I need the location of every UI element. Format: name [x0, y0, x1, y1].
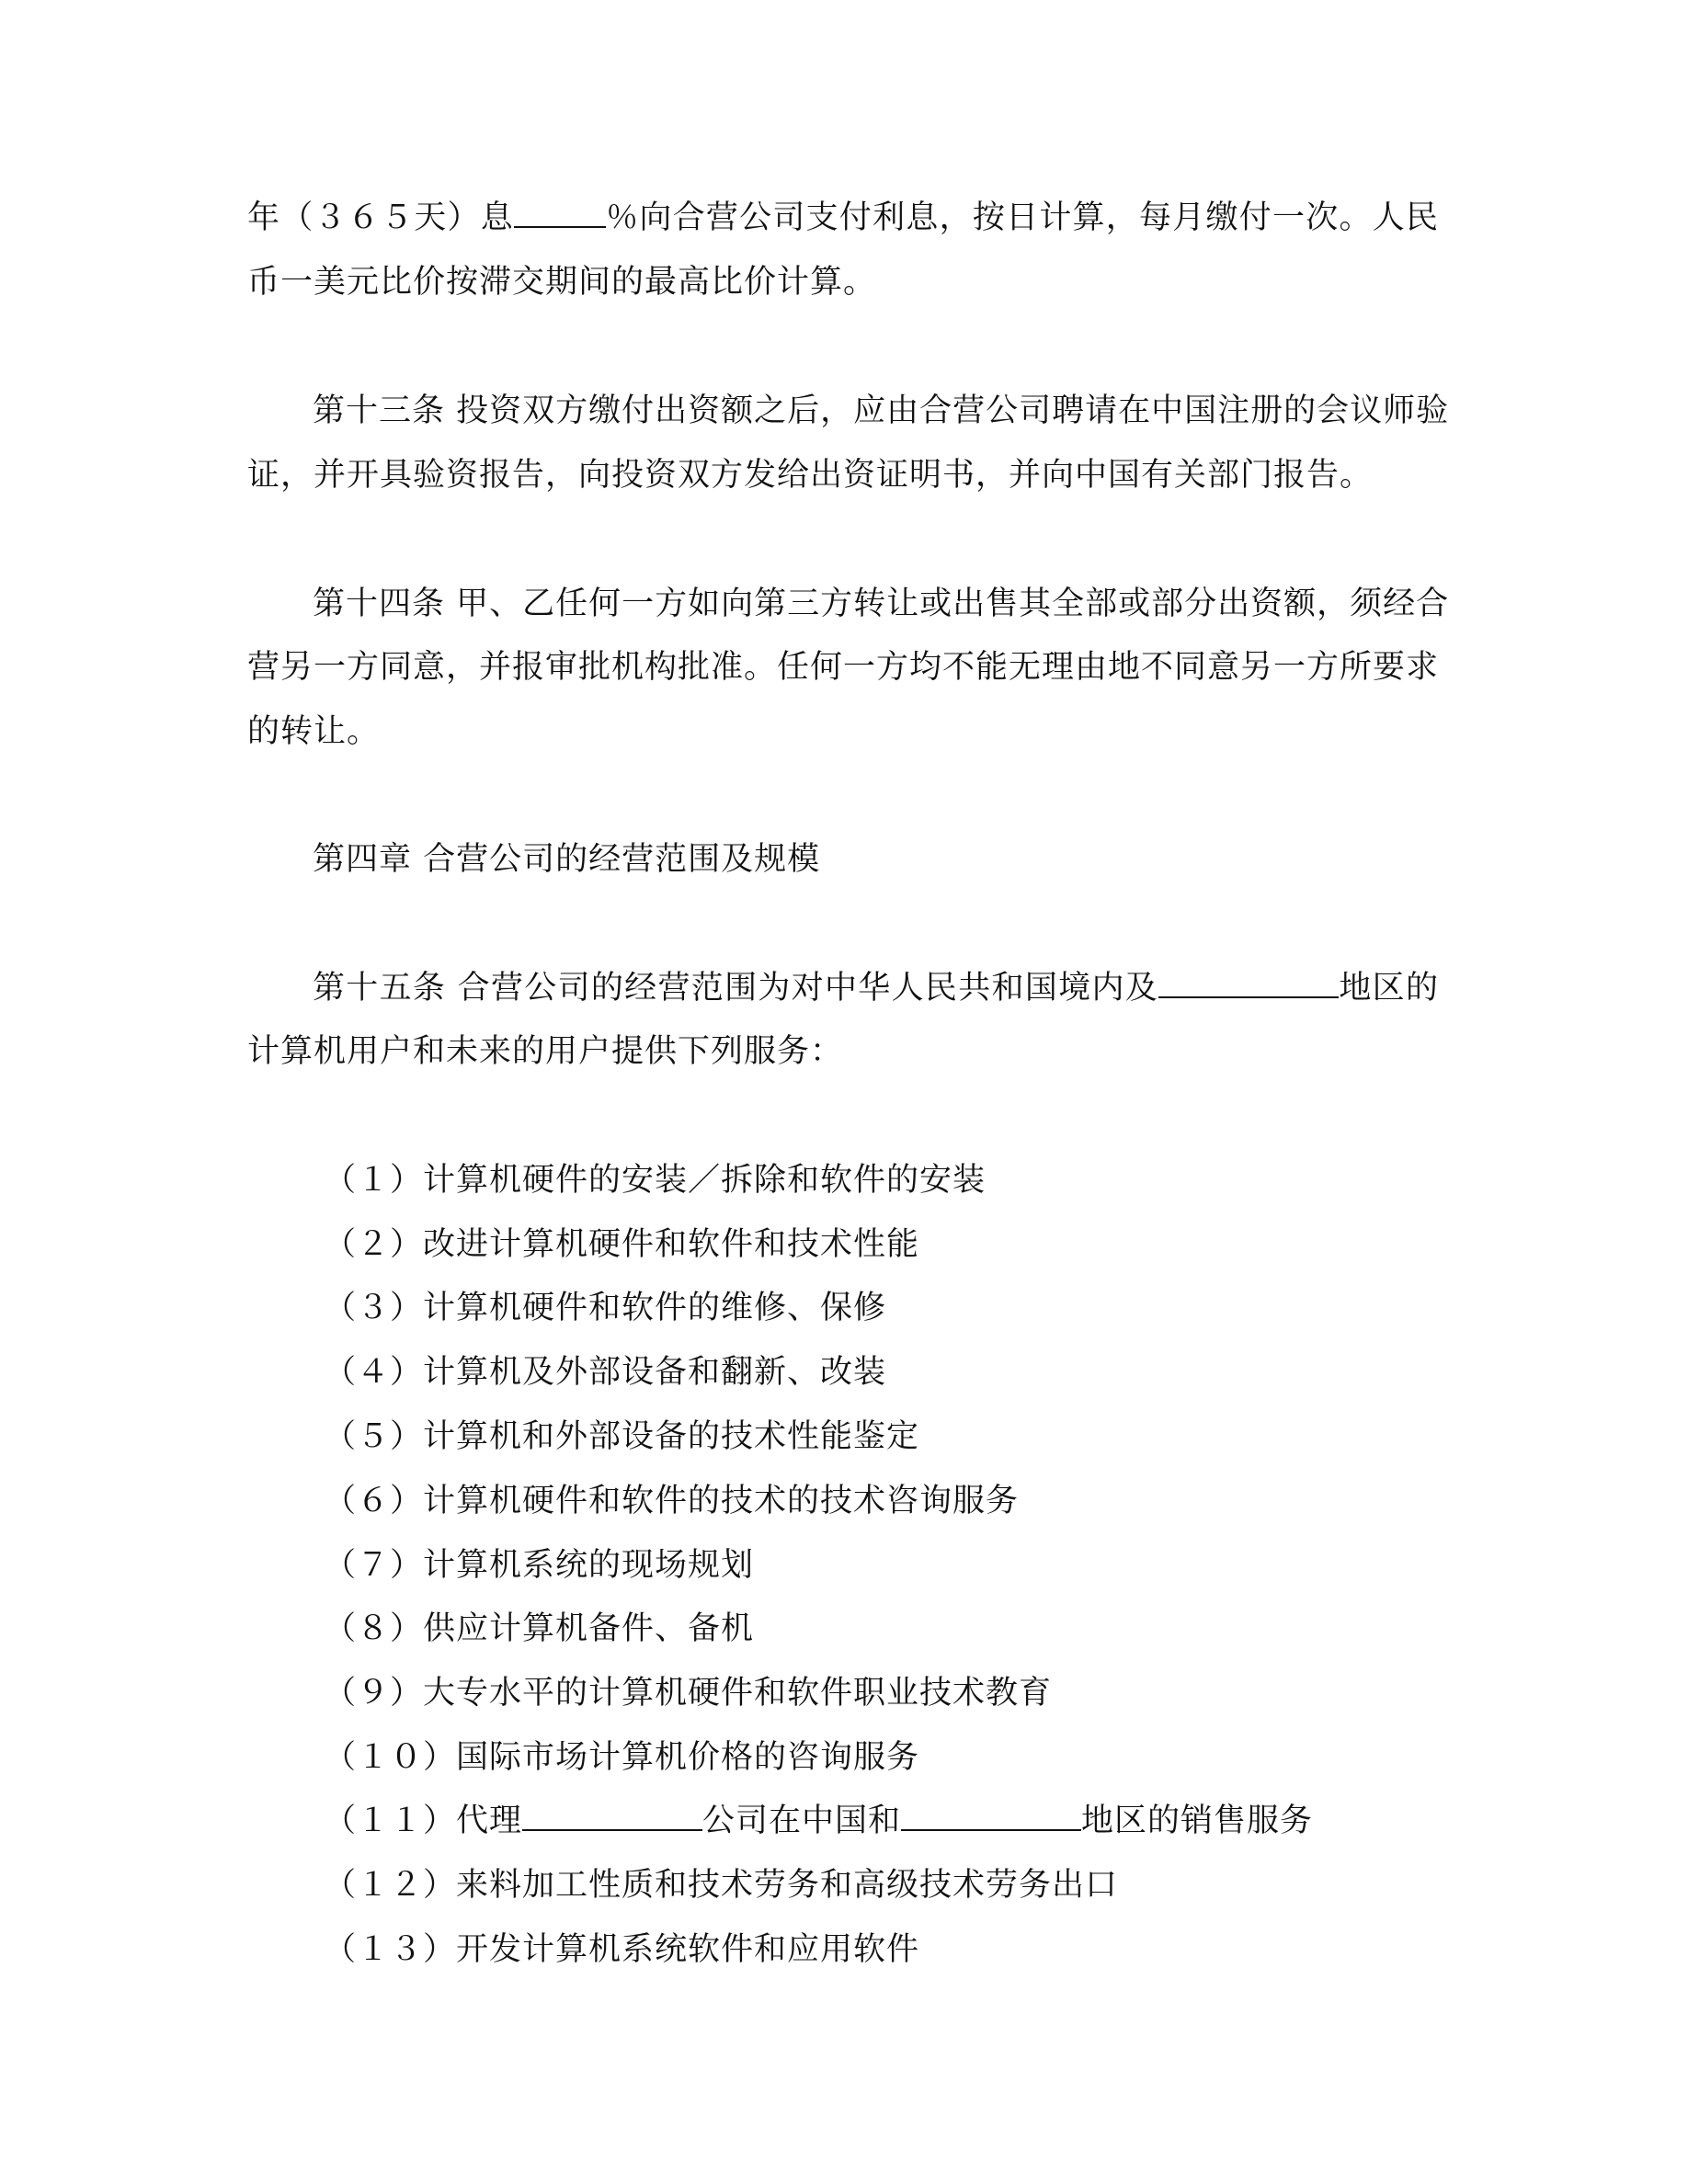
service-item-4: （４）计算机及外部设备和翻新、改装	[324, 1354, 887, 1391]
service-item-7: （７）计算机系统的现场规划	[324, 1547, 755, 1584]
interest-text-part-2: ％向合营公司支付利息，按日计算，每月缴付一次。人民	[605, 199, 1439, 236]
article-14-line-3: 的转让。	[247, 713, 381, 750]
service-item-13: （１３）开发计算机系统软件和应用软件	[324, 1931, 920, 1968]
service-item-10: （１０）国际市场计算机价格的咨询服务	[324, 1739, 920, 1776]
article-15-line-1	[313, 967, 1439, 1009]
service-item-11-part-3: 地区的销售服务	[1081, 1803, 1314, 1839]
service-item-9: （９）大专水平的计算机硬件和软件职业技术教育	[324, 1675, 1053, 1712]
region-blank	[1158, 969, 1339, 998]
service-item-1: （１）计算机硬件的安装／拆除和软件的安装	[324, 1162, 987, 1199]
service-item-2: （２）改进计算机硬件和软件和技术性能	[324, 1226, 920, 1263]
interest-paragraph-line-1	[247, 197, 1439, 239]
interest-text-part-1: 年（３６５天）息	[247, 199, 514, 236]
article-13-line-1: 第十三条 投资双方缴付出资额之后，应由合营公司聘请在中国注册的会议师验	[313, 392, 1450, 429]
service-item-11-part-1: （１１）代理	[324, 1803, 523, 1839]
agency-region-blank	[901, 1802, 1081, 1831]
interest-rate-blank	[514, 199, 606, 228]
interest-paragraph-line-2: 币一美元比价按滞交期间的最高比价计算。	[247, 264, 877, 301]
article-14-line-2: 营另一方同意，并报审批机构批准。任何一方均不能无理由地不同意另一方所要求	[247, 649, 1440, 686]
article-15-line-2: 计算机用户和未来的用户提供下列服务：	[247, 1033, 844, 1070]
service-item-11-part-2: 公司在中国和	[702, 1803, 902, 1839]
chapter-4-heading: 第四章 合营公司的经营范围及规模	[313, 841, 821, 878]
article-15-text-part-1: 第十五条 合营公司的经营范围为对中华人民共和国境内及	[313, 970, 1159, 1007]
service-item-5: （５）计算机和外部设备的技术性能鉴定	[324, 1418, 920, 1455]
service-item-8: （８）供应计算机备件、备机	[324, 1610, 755, 1647]
service-item-11	[324, 1800, 1313, 1842]
service-item-12: （１２）来料加工性质和技术劳务和高级技术劳务出口	[324, 1867, 1119, 1904]
article-15-text-part-2: 地区的	[1339, 970, 1439, 1007]
service-item-6: （６）计算机硬件和软件的技术的技术咨询服务	[324, 1483, 1020, 1519]
service-item-3: （３）计算机硬件和软件的维修、保修	[324, 1290, 887, 1326]
article-13-line-2: 证，并开具验资报告，向投资双方发给出资证明书，并向中国有关部门报告。	[247, 457, 1374, 494]
agency-company-blank	[522, 1802, 702, 1831]
article-14-line-1: 第十四条 甲、乙任何一方如向第三方转让或出售其全部或部分出资额，须经合	[313, 586, 1450, 622]
